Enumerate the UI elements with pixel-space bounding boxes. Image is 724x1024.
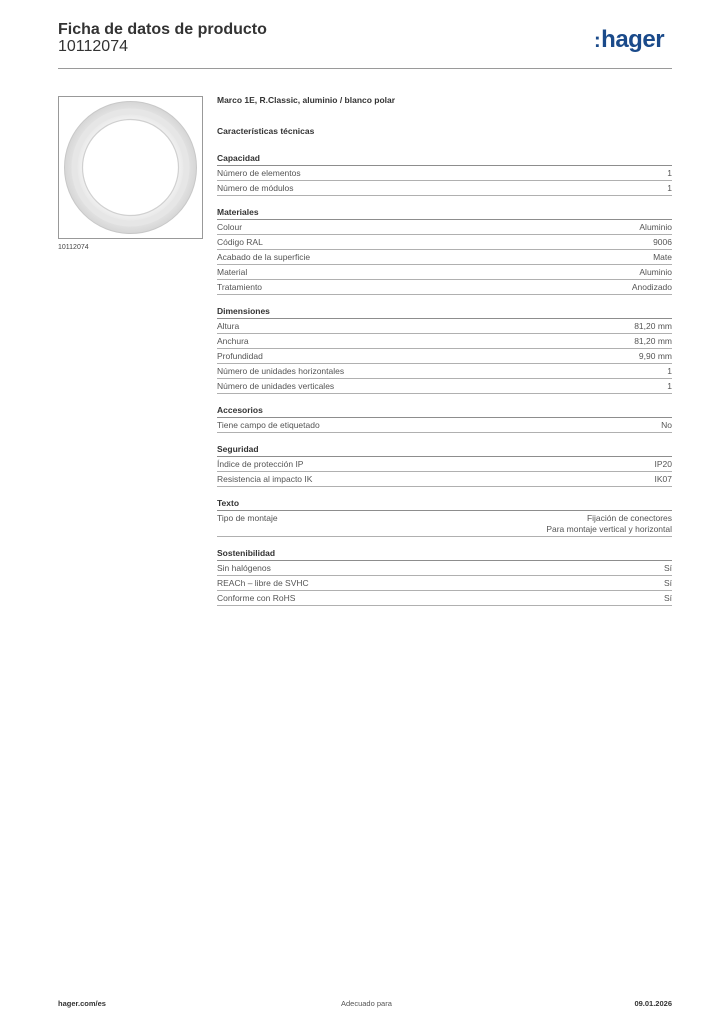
spec-value [546, 513, 672, 535]
spec-value-line: No [661, 420, 672, 430]
spec-value [639, 267, 672, 278]
spec-row [217, 418, 672, 433]
section-heading: Seguridad [217, 443, 672, 457]
spec-row [217, 591, 672, 606]
spec-value-line: Aluminio [639, 222, 672, 232]
spec-row [217, 561, 672, 576]
section-heading: Sostenibilidad [217, 547, 672, 561]
image-caption: 10112074 [58, 244, 89, 251]
spec-value-line: 1 [667, 381, 672, 391]
spec-value [667, 183, 672, 194]
spec-value [653, 237, 672, 248]
spec-row [217, 265, 672, 280]
spec-row [217, 220, 672, 235]
spec-value [661, 420, 672, 431]
footer-website[interactable]: hager.com/es [58, 999, 106, 1008]
spec-section [217, 206, 672, 295]
spec-value [664, 563, 672, 574]
spec-value [653, 252, 672, 263]
spec-label: Sin halógenos [217, 563, 271, 573]
spec-section [217, 497, 672, 537]
spec-label: Material [217, 267, 248, 277]
header-divider [58, 68, 672, 69]
spec-label: Tipo de montaje [217, 513, 278, 523]
page-title: Ficha de datos de producto [58, 21, 267, 38]
frame-ring-icon [59, 97, 202, 238]
footer-suitable-for: Adecuado para [341, 999, 392, 1008]
spec-section [217, 404, 672, 433]
spec-section [217, 547, 672, 606]
spec-value [664, 578, 672, 589]
spec-value [639, 222, 672, 233]
spec-value [634, 321, 672, 332]
spec-label: Altura [217, 321, 240, 331]
spec-value-line: 1 [667, 168, 672, 178]
spec-label: Tiene campo de etiquetado [217, 420, 320, 430]
spec-value-line: 1 [667, 183, 672, 193]
spec-row [217, 280, 672, 295]
spec-value [634, 336, 672, 347]
spec-row [217, 181, 672, 196]
spec-label: Código RAL [217, 237, 263, 247]
spec-row [217, 511, 672, 537]
spec-row [217, 166, 672, 181]
spec-value [664, 593, 672, 604]
spec-value [639, 351, 672, 362]
spec-section [217, 305, 672, 394]
spec-value [655, 459, 673, 470]
spec-label: Número de unidades horizontales [217, 366, 345, 376]
spec-row [217, 319, 672, 334]
spec-label: Tratamiento [217, 282, 263, 292]
spec-value-line: Sí [663, 563, 672, 573]
spec-content [217, 95, 672, 616]
spec-section [217, 152, 672, 196]
spec-value-line: Sí [663, 578, 672, 588]
spec-label: REACh – libre de SVHC [217, 578, 309, 588]
product-image [58, 96, 203, 239]
spec-label: Número de unidades verticales [217, 381, 335, 391]
spec-row [217, 349, 672, 364]
spec-value [667, 366, 672, 377]
spec-row [217, 576, 672, 591]
spec-label: Conforme con RoHS [217, 593, 296, 603]
spec-value-line: 81,20 mm [634, 321, 672, 331]
section-heading: Dimensiones [217, 305, 672, 319]
logo-dots-icon: : [594, 30, 601, 52]
spec-value-line: IP20 [654, 459, 672, 469]
spec-label: Índice de protección IP [217, 459, 304, 469]
spec-value-line: Sí [663, 593, 672, 603]
spec-value-line: 9006 [653, 237, 672, 247]
spec-value [632, 282, 672, 293]
product-title: Marco 1E, R.Classic, aluminio / blanco polar [217, 95, 396, 105]
spec-row [217, 364, 672, 379]
spec-value-line: 9,90 mm [638, 351, 672, 361]
spec-value [667, 381, 672, 392]
spec-row [217, 334, 672, 349]
spec-sections [217, 152, 672, 606]
spec-value-line: Anodizado [631, 282, 672, 292]
spec-value [667, 168, 672, 179]
spec-value-line: Mate [653, 252, 672, 262]
spec-label: Acabado de la superficie [217, 252, 311, 262]
spec-row [217, 457, 672, 472]
spec-label: Número de módulos [217, 183, 294, 193]
spec-label: Profundidad [217, 351, 263, 361]
spec-value-line: 1 [667, 366, 672, 376]
spec-value [655, 474, 673, 485]
spec-row [217, 472, 672, 487]
spec-label: Número de elementos [217, 168, 301, 178]
spec-row [217, 235, 672, 250]
spec-value-line: IK07 [654, 474, 672, 484]
product-code: 10112074 [58, 38, 128, 55]
footer-date: 09.01.2026 [634, 999, 672, 1008]
section-heading: Accesorios [217, 404, 672, 418]
section-heading: Materiales [217, 206, 672, 220]
spec-section [217, 443, 672, 487]
section-heading: Texto [217, 497, 672, 511]
spec-value-line: Para montaje vertical y horizontal [546, 524, 672, 534]
spec-label: Resistencia al impacto IK [217, 474, 313, 484]
spec-value-line: Fijación de conectores [586, 513, 672, 523]
section-heading: Capacidad [217, 152, 672, 166]
spec-row [217, 379, 672, 394]
spec-label: Anchura [217, 336, 249, 346]
hager-logo [594, 26, 664, 54]
logo-text: hager [601, 26, 665, 53]
spec-value-line: 81,20 mm [634, 336, 672, 346]
spec-value-line: Aluminio [639, 267, 672, 277]
spec-row [217, 250, 672, 265]
characteristics-heading: Características técnicas [217, 126, 315, 136]
spec-label: Colour [217, 222, 243, 232]
